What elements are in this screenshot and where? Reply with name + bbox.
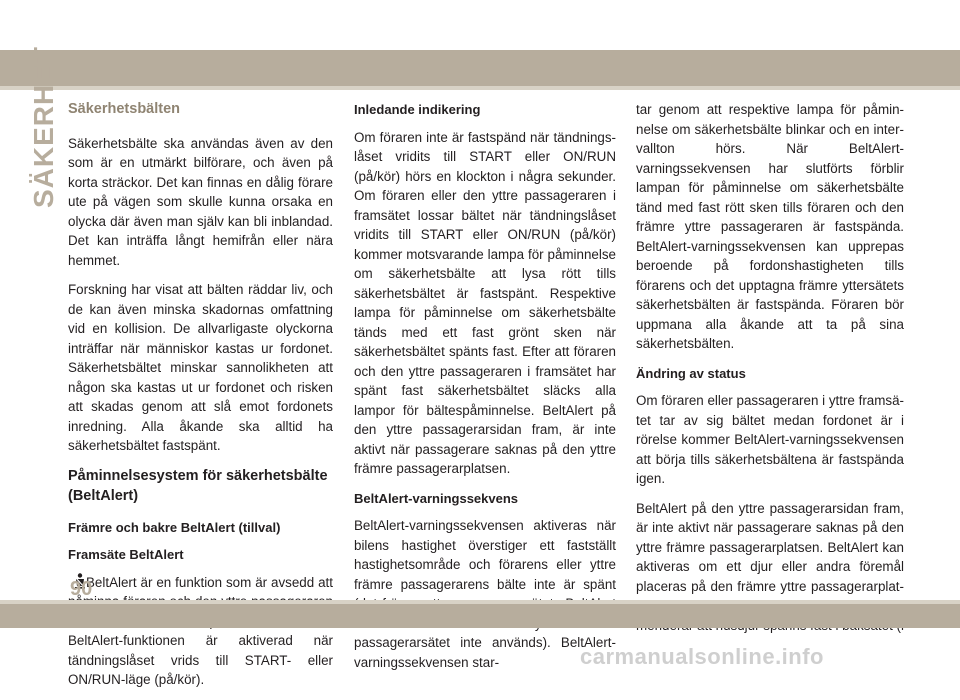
column-2 (354, 100, 616, 682)
section-side-tab (22, 45, 59, 216)
minor-heading: Framsäte BeltAlert (68, 547, 184, 562)
minor-heading: Ändring av status (636, 365, 746, 381)
paragraph-with-icon (68, 573, 333, 690)
top-band (0, 0, 960, 55)
minor-heading: Inledande indikering (354, 102, 481, 117)
paragraph: tar genom att respektive lampa för påminnelse om säkerhetsbälte blinkar och en intervallton hörs. När BeltAlert-varningssekvensen har slutförts förblir lampan för påminnelse om säkerhetsbälte tänd med fast rött sken tills föraren och den främre yttre passageraren är fastspända. BeltAlert-varningssekvensen kan upprepas beroende på fordonshastigheten tills förarens och det upptagna främre yttersätets säkerhetsbälten är fastspända. Föraren bör uppmana alla åkande att ta på sina säkerhetsbälten. (636, 102, 904, 351)
column-3 (636, 100, 904, 645)
section-label: SÄKERHET (28, 45, 59, 208)
paragraph: Om föraren inte är fastspänd när tändningslåset vridits till START eller ON/RUN (på/kör) hörs en klockton i några sekunder. Om föraren eller den yttre passageraren i framsätet lossar bältet när tändningslåset vridits till START eller ON/RUN (på/kör) kommer motsvarande lampa för påminnelse om säkerhetsbälte att lysa rött tills säkerhetsbältet är fastspänt. Respektive lampa för påminnelse om säkerhetsbälte tänds med ett fast grönt sken när säkerhetsbältet spänts fast. Efter att föraren och den yttre passageraren i framsätet har spänt fast säkerhetsbältet släcks alla lampor för bältespåminnelse. BeltAlert på den yttre passagerarsidan fram, är inte aktivt när passagerare saknas på den yttre främre passagerarplatsen. (354, 129, 616, 476)
bottom-band (0, 604, 960, 628)
paragraph: BeltAlert på den yttre passagerarsidan fram, är inte aktivt när passagerare saknas på den yttre främre passagerarplatsen. BeltAlert kan aktiveras om ett djur eller andra föremål placeras på den främre yttre passagerarplat (636, 500, 904, 594)
page-number: 90 (70, 578, 93, 600)
paragraph: Om föraren eller passageraren i yttre framsätet tar av sig bältet medan fordonet är i rörelse kommer BeltAlert-varningssekvensen att börja tills säkerhetsbältena är fastspända igen. (636, 393, 904, 486)
paragraph: Forskning har visat att bälten räddar liv, och de kan även minska skadornas omfattning vid en kollision. De allvarligaste olyckorna inträffar när människor kastas ur fordonet. Säkerhetsbältet minskar sannolikheten att någon ska kastas ut ur fordonet och risken att skadas genom att slå emot fordonets inredning. Alla åkande ska alltid ha säkerhetsbältet fastspänt. (68, 282, 333, 453)
minor-heading: Främre och bakre BeltAlert (tillval) (68, 519, 281, 535)
paragraph: Säkerhetsbälte ska användas även av den som är en utmärkt bilförare, och även på korta sträckor. Det kan finnas en dålig förare ute på vägen som skulle kunna orsaka en olycka där även man själv kan bli inblandad. Det kan inträffa långt hemifrån eller nära hemmet. (68, 135, 333, 268)
paragraph-text: BeltAlert är en funktion som är avsedd att BeltAlert-funktionen är aktiverad när tändningslåset vrids till START- eller ON/RUN-läge (på/kör). (68, 574, 333, 687)
top-stripe-light (0, 86, 960, 90)
section-heading: Säkerhetsbälten (68, 101, 181, 117)
watermark: carmanualsonline.info (580, 644, 824, 669)
paragraph: BeltAlert-varningssekvensen aktiveras när bilens hastighet överstiger ett fastställt hastighetsområde och förarens eller yttre främre passagerarens bälte inte är spänt passagerarsätet inte används). BeltAlert-varningssekvensen star- (354, 518, 616, 670)
top-stripe (0, 50, 960, 86)
minor-heading: BeltAlert-varningssekvens (354, 490, 519, 506)
subsection-heading: Påminnelsesystem för säkerhetsbälte (BeltAlert) (68, 467, 328, 504)
